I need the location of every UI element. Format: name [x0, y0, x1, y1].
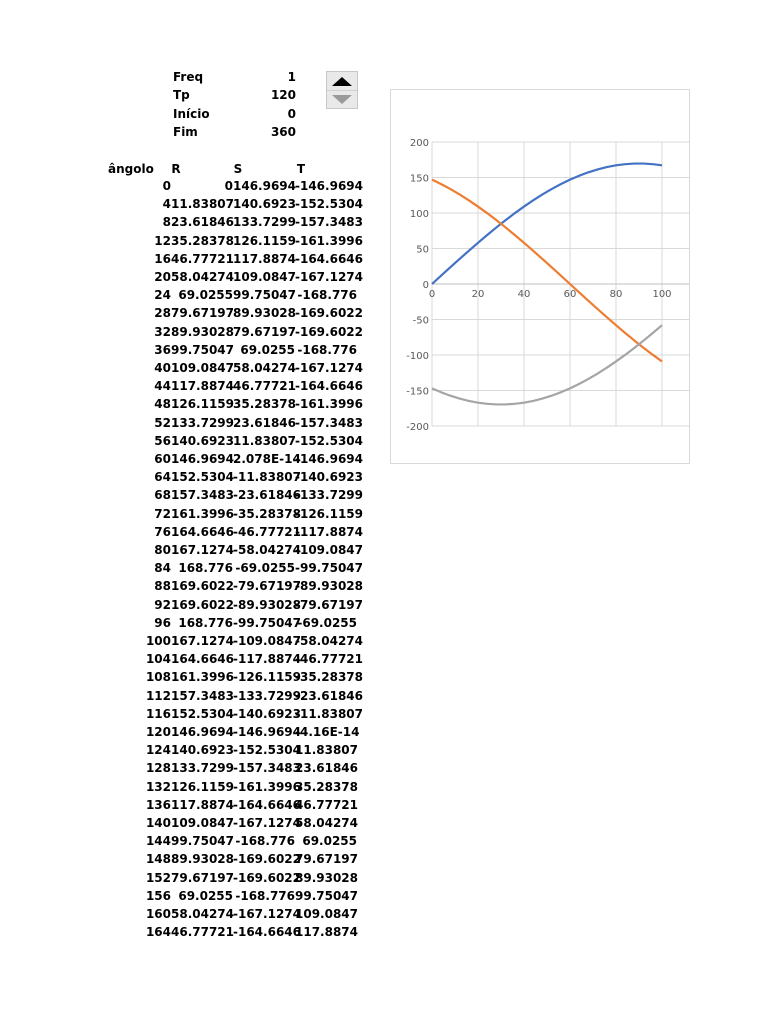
cell-t[interactable]: -133.7299 [295, 488, 363, 503]
cell-s[interactable]: 99.75047 [233, 288, 297, 303]
triangle-up-icon [332, 77, 352, 86]
cell-r[interactable]: 58.04274 [171, 907, 235, 921]
cell-s[interactable]: -169.6022 [233, 870, 301, 885]
cell-r[interactable]: 58.04274 [171, 270, 235, 284]
cell-t[interactable]: -146.9694 [295, 452, 363, 466]
cell-s[interactable]: -168.776 [235, 834, 295, 849]
cell-t[interactable]: -109.0847 [295, 543, 363, 557]
cell-r[interactable]: 140.6923 [171, 743, 235, 758]
cell-r[interactable]: 99.75047 [171, 342, 235, 357]
triangle-down-icon [332, 95, 352, 104]
header-r: R [171, 162, 181, 176]
y-tick-label: -50 [412, 315, 429, 327]
cell-r[interactable]: 109.0847 [171, 816, 235, 830]
cell-s[interactable]: -133.7299 [233, 688, 301, 703]
cell-r[interactable]: 89.93028 [171, 324, 235, 339]
y-tick-label: 150 [409, 173, 429, 185]
y-tick-label: 100 [409, 209, 429, 220]
cell-angolo[interactable]: 96 [154, 615, 171, 630]
param-value-freq[interactable]: 1 [287, 70, 296, 84]
cell-t[interactable]: -46.77721 [295, 652, 363, 667]
cell-s[interactable]: 79.67197 [233, 324, 297, 339]
cell-s[interactable]: -167.1274 [233, 907, 301, 921]
cell-t[interactable]: -23.61846 [295, 688, 363, 703]
cell-s[interactable]: -89.93028 [233, 597, 301, 612]
x-tick-label: 40 [517, 289, 531, 300]
cell-t[interactable]: -4.16E-14 [295, 725, 360, 739]
cell-t[interactable]: -168.776 [297, 288, 357, 303]
cell-s[interactable]: 58.04274 [233, 361, 297, 375]
cell-r[interactable]: 168.776 [178, 561, 233, 576]
cell-r[interactable]: 169.6022 [171, 579, 235, 594]
cell-angolo[interactable]: 64 [154, 470, 171, 485]
cell-r[interactable]: 157.3483 [171, 688, 235, 703]
param-label-freq: Freq [173, 70, 204, 84]
series-line-1[interactable] [432, 180, 662, 362]
chart-area[interactable] [390, 89, 690, 464]
cell-s[interactable]: -167.1274 [233, 816, 301, 830]
cell-angolo[interactable]: 160 [145, 907, 171, 921]
param-value-tp[interactable]: 120 [270, 88, 296, 102]
cell-angolo[interactable]: 36 [154, 342, 171, 357]
cell-angolo[interactable]: 60 [154, 452, 171, 466]
y-tick-label: 0 [422, 280, 429, 291]
cell-s[interactable]: 140.6923 [233, 197, 297, 212]
x-tick-label: 0 [428, 289, 436, 300]
spin-down-button[interactable] [327, 90, 357, 108]
y-tick-label: -100 [406, 351, 429, 362]
cell-angolo[interactable]: 32 [154, 324, 171, 339]
cell-t[interactable]: 117.8874 [295, 925, 359, 940]
series-line-2[interactable] [432, 325, 662, 404]
param-value-inicio[interactable]: 0 [287, 107, 296, 121]
cell-r[interactable]: 89.93028 [171, 852, 235, 867]
cell-r[interactable]: 152.5304 [171, 470, 235, 485]
x-tick-label: 20 [471, 289, 485, 300]
cell-t[interactable]: -164.6646 [295, 379, 363, 394]
cell-angolo[interactable]: 100 [145, 634, 171, 648]
cell-angolo[interactable]: 8 [162, 215, 171, 230]
y-tick-label: -200 [406, 422, 429, 433]
cell-r[interactable]: 99.75047 [171, 834, 235, 849]
cell-t[interactable]: -140.6923 [295, 470, 363, 485]
cell-s[interactable]: 11.83807 [233, 433, 297, 448]
cell-s[interactable]: -168.776 [235, 888, 295, 903]
cell-angolo[interactable]: 156 [145, 888, 171, 903]
cell-angolo[interactable]: 20 [154, 270, 171, 284]
cell-r[interactable]: 11.83807 [171, 197, 235, 212]
cell-s[interactable]: -152.5304 [233, 743, 301, 758]
cell-r[interactable]: 169.6022 [171, 597, 235, 612]
param-label-inicio: Início [173, 107, 210, 121]
param-value-fim[interactable]: 360 [270, 125, 296, 139]
cell-t[interactable]: -161.3996 [295, 397, 363, 412]
cell-s[interactable]: -99.75047 [233, 615, 301, 630]
param-label-tp: Tp [173, 88, 190, 102]
cell-r[interactable]: 164.6646 [171, 524, 235, 539]
cell-r[interactable]: 126.1159 [171, 397, 235, 412]
cell-s[interactable]: -69.0255 [235, 561, 295, 576]
cell-r[interactable]: 157.3483 [171, 488, 235, 503]
y-tick-label: 200 [409, 138, 429, 149]
cell-t[interactable]: -169.6022 [295, 324, 363, 339]
cell-t[interactable]: -146.9694 [295, 179, 363, 193]
cell-t[interactable]: 23.61846 [295, 761, 359, 776]
cell-s[interactable]: 117.8874 [233, 251, 297, 266]
cell-angolo[interactable]: 76 [154, 524, 171, 539]
cell-angolo[interactable]: 0 [162, 179, 171, 193]
cell-r[interactable]: 164.6646 [171, 652, 235, 667]
cell-r[interactable]: 133.7299 [171, 415, 235, 430]
cell-s[interactable]: -58.04274 [233, 543, 301, 557]
cell-t[interactable]: -164.6646 [295, 251, 363, 266]
cell-s[interactable]: -109.0847 [233, 634, 301, 648]
cell-r[interactable]: 133.7299 [171, 761, 235, 776]
cell-r[interactable]: 117.8874 [171, 797, 235, 812]
y-tick-label: 50 [416, 244, 429, 256]
x-tick-label: 100 [652, 289, 672, 300]
cell-t[interactable]: 58.04274 [295, 816, 359, 830]
cell-s[interactable]: 126.1159 [233, 233, 297, 248]
cell-t[interactable]: -168.776 [297, 342, 357, 357]
cell-s[interactable]: -161.3996 [233, 779, 301, 794]
cell-s[interactable]: -11.83807 [233, 470, 301, 485]
series-line-0[interactable] [432, 164, 662, 284]
cell-t[interactable]: 99.75047 [295, 888, 359, 903]
cell-angolo[interactable]: 80 [154, 543, 171, 557]
cell-s[interactable]: 69.0255 [240, 342, 295, 357]
cell-r[interactable]: 117.8874 [171, 379, 235, 394]
cell-t[interactable]: -11.83807 [295, 706, 363, 721]
param-label-fim: Fim [173, 125, 198, 139]
cell-s[interactable]: -164.6646 [233, 797, 301, 812]
cell-r[interactable]: 46.77721 [171, 925, 235, 940]
cell-angolo[interactable]: 124 [145, 743, 171, 758]
cell-s[interactable]: 23.61846 [233, 415, 297, 430]
cell-t[interactable]: -161.3996 [295, 233, 363, 248]
cell-r[interactable]: 23.61846 [171, 215, 235, 230]
y-tick-label: -150 [406, 386, 429, 398]
cell-angolo[interactable]: 88 [154, 579, 171, 594]
cell-angolo[interactable]: 40 [154, 361, 171, 375]
cell-t[interactable]: 11.83807 [295, 743, 359, 758]
cell-s[interactable]: 146.9694 [233, 179, 297, 193]
cell-angolo[interactable]: 92 [154, 597, 171, 612]
cell-angolo[interactable]: 24 [154, 288, 171, 303]
cell-angolo[interactable]: 52 [154, 415, 171, 430]
cell-angolo[interactable]: 48 [154, 397, 171, 412]
cell-s[interactable]: -23.61846 [233, 488, 301, 503]
cell-t[interactable]: 79.67197 [295, 852, 359, 867]
cell-s[interactable]: 35.28378 [233, 397, 297, 412]
cell-t[interactable]: -169.6022 [295, 306, 363, 321]
cell-angolo[interactable]: 128 [145, 761, 171, 776]
cell-r[interactable]: 69.0255 [178, 888, 233, 903]
cell-t[interactable]: -89.93028 [295, 579, 363, 594]
cell-s[interactable]: -126.1159 [233, 670, 301, 685]
cell-t[interactable]: -152.5304 [295, 197, 363, 212]
cell-s[interactable]: 2.078E-14 [233, 452, 301, 466]
cell-angolo[interactable]: 140 [145, 816, 171, 830]
cell-angolo[interactable]: 16 [154, 251, 171, 266]
cell-r[interactable]: 152.5304 [171, 706, 235, 721]
cell-t[interactable]: -99.75047 [295, 561, 363, 576]
line-chart [391, 90, 689, 463]
cell-angolo[interactable]: 120 [145, 725, 171, 739]
cell-r[interactable]: 109.0847 [171, 361, 235, 375]
cell-r[interactable]: 161.3996 [171, 506, 235, 521]
cell-t[interactable]: -157.3483 [295, 215, 363, 230]
cell-angolo[interactable]: 28 [154, 306, 171, 321]
cell-angolo[interactable]: 84 [154, 561, 171, 576]
cell-r[interactable]: 126.1159 [171, 779, 235, 794]
cell-s[interactable]: -140.6923 [233, 706, 301, 721]
cell-t[interactable]: 69.0255 [302, 834, 357, 849]
cell-r[interactable]: 168.776 [178, 615, 233, 630]
cell-angolo[interactable]: 72 [154, 506, 171, 521]
cell-s[interactable]: 133.7299 [233, 215, 297, 230]
cell-t[interactable]: 35.28378 [295, 779, 359, 794]
cell-r[interactable]: 79.67197 [171, 870, 235, 885]
cell-r[interactable]: 167.1274 [171, 543, 235, 557]
cell-s[interactable]: -146.9694 [233, 725, 301, 739]
cell-t[interactable]: -69.0255 [297, 615, 357, 630]
cell-s[interactable]: -117.8874 [233, 652, 301, 667]
cell-r[interactable]: 46.77721 [171, 251, 235, 266]
cell-t[interactable]: -157.3483 [295, 415, 363, 430]
cell-angolo[interactable]: 112 [145, 688, 171, 703]
cell-s[interactable]: -169.6022 [233, 852, 301, 867]
header-s: S [233, 162, 243, 176]
cell-t[interactable]: -152.5304 [295, 433, 363, 448]
cell-s[interactable]: 109.0847 [233, 270, 297, 284]
cell-r[interactable]: 146.9694 [171, 452, 235, 466]
header-angolo: ângolo [108, 162, 154, 176]
spin-up-button[interactable] [327, 72, 357, 91]
cell-t[interactable]: 46.77721 [295, 797, 359, 812]
cell-r[interactable]: 35.28378 [171, 233, 235, 248]
cell-r[interactable]: 167.1274 [171, 634, 235, 648]
cell-angolo[interactable]: 136 [145, 797, 171, 812]
x-tick-label: 80 [609, 289, 623, 300]
cell-angolo[interactable]: 152 [145, 870, 171, 885]
cell-angolo[interactable]: 68 [154, 488, 171, 503]
cell-angolo[interactable]: 108 [145, 670, 171, 685]
cell-angolo[interactable]: 4 [162, 197, 171, 212]
cell-angolo[interactable]: 148 [145, 852, 171, 867]
cell-r[interactable]: 69.0255 [178, 288, 233, 303]
cell-r[interactable]: 161.3996 [171, 670, 235, 685]
cell-angolo[interactable]: 12 [154, 233, 171, 248]
cell-t[interactable]: -35.28378 [295, 670, 363, 685]
cell-t[interactable]: 89.93028 [295, 870, 359, 885]
cell-angolo[interactable]: 116 [145, 706, 171, 721]
cell-angolo[interactable]: 132 [145, 779, 171, 794]
cell-s[interactable]: -157.3483 [233, 761, 301, 776]
cell-t[interactable]: -167.1274 [295, 361, 363, 375]
cell-angolo[interactable]: 164 [145, 925, 171, 940]
cell-t[interactable]: 109.0847 [295, 907, 359, 921]
cell-r[interactable]: 146.9694 [171, 725, 235, 739]
cell-r[interactable]: 79.67197 [171, 306, 235, 321]
cell-s[interactable]: 89.93028 [233, 306, 297, 321]
spin-button[interactable] [326, 71, 358, 109]
cell-angolo[interactable]: 44 [154, 379, 171, 394]
cell-s[interactable]: -79.67197 [233, 579, 301, 594]
cell-angolo[interactable]: 104 [145, 652, 171, 667]
cell-r[interactable]: 140.6923 [171, 433, 235, 448]
cell-angolo[interactable]: 56 [154, 433, 171, 448]
cell-s[interactable]: -46.77721 [233, 524, 301, 539]
cell-s[interactable]: -164.6646 [233, 925, 301, 940]
x-tick-label: 60 [563, 289, 577, 300]
cell-s[interactable]: -35.28378 [233, 506, 301, 521]
cell-angolo[interactable]: 144 [145, 834, 171, 849]
cell-t[interactable]: -79.67197 [295, 597, 363, 612]
cell-s[interactable]: 46.77721 [233, 379, 297, 394]
cell-t[interactable]: -117.8874 [295, 524, 363, 539]
header-t: T [296, 162, 306, 176]
cell-t[interactable]: -58.04274 [295, 634, 363, 648]
cell-r[interactable]: 0 [224, 179, 233, 193]
cell-t[interactable]: -126.1159 [295, 506, 363, 521]
cell-t[interactable]: -167.1274 [295, 270, 363, 284]
